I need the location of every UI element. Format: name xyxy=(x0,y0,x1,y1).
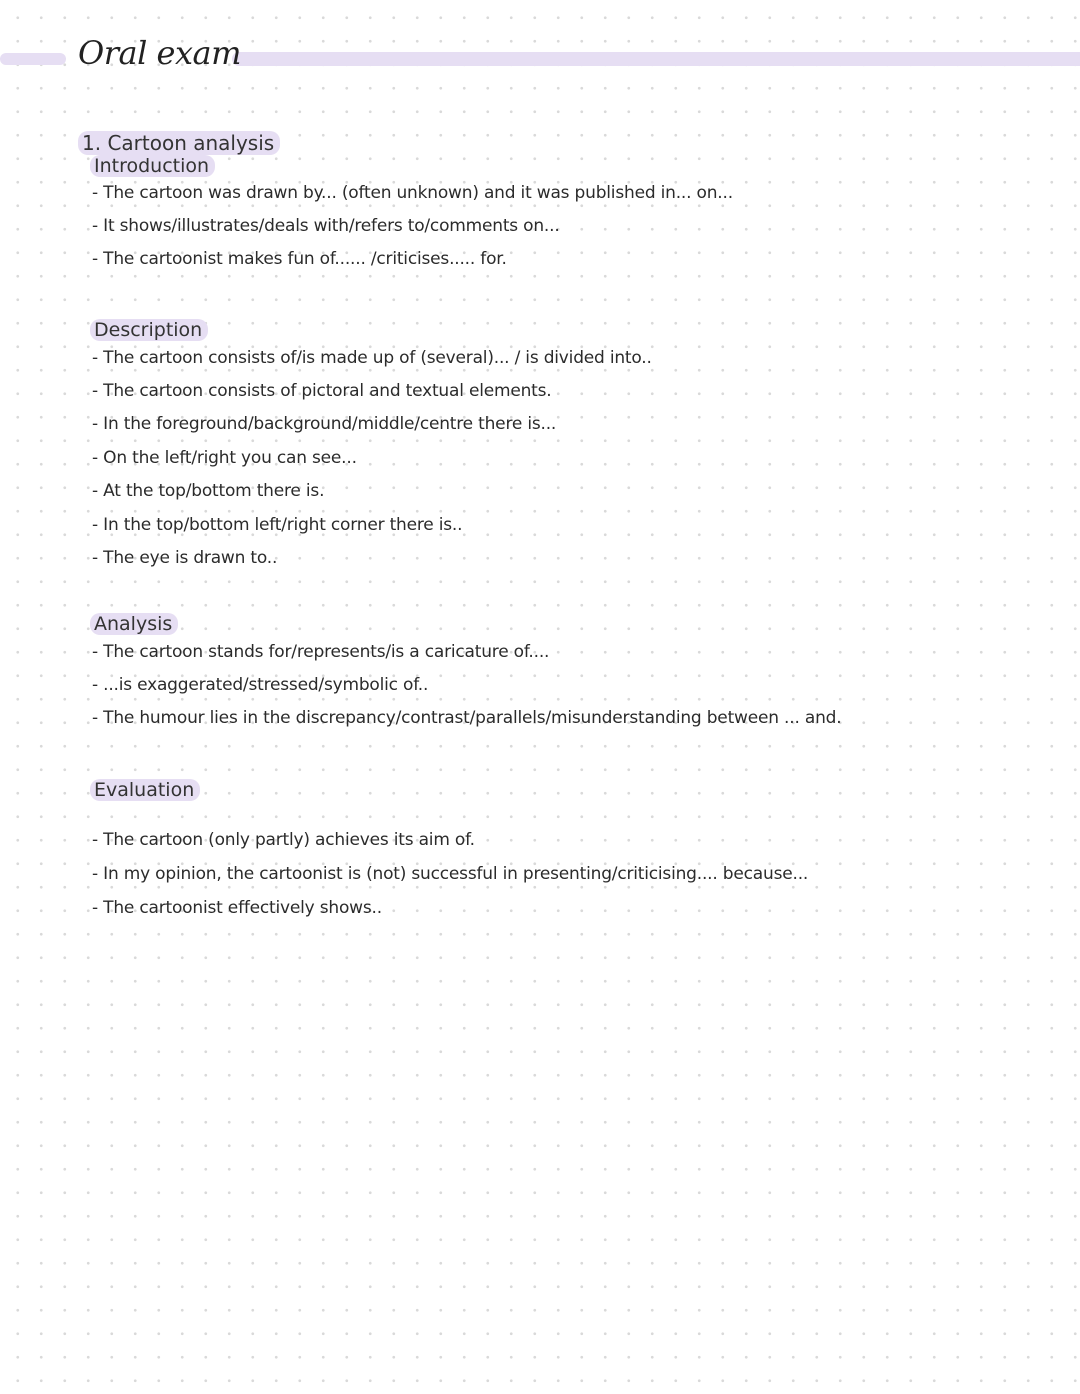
analysis-heading-text: Analysis xyxy=(90,613,178,635)
page-title: Oral exam xyxy=(78,34,241,72)
evaluation-line: - In my opinion, the cartoonist is (not) successful in presenting/criticising.... because... xyxy=(92,864,809,884)
description-line: - The eye is drawn to.. xyxy=(92,548,278,568)
introduction-line: - The cartoonist makes fun of...... /criticises..... for. xyxy=(92,249,507,269)
introduction-heading-text: Introduction xyxy=(90,155,215,177)
analysis-line: - The humour lies in the discrepancy/contrast/parallels/misunderstanding between ... and. xyxy=(92,708,842,728)
analysis-line: - The cartoon stands for/represents/is a caricature of.... xyxy=(92,642,550,662)
description-line: - On the left/right you can see... xyxy=(92,448,357,468)
description-heading xyxy=(90,319,208,341)
description-line: - The cartoon consists of/is made up of (several)... / is divided into.. xyxy=(92,348,652,368)
main-heading xyxy=(78,131,280,155)
evaluation-heading xyxy=(90,779,200,801)
evaluation-line: - The cartoon (only partly) achieves its aim of. xyxy=(92,830,475,850)
description-line: - In the foreground/background/middle/centre there is... xyxy=(92,414,557,434)
analysis-line: - ...is exaggerated/stressed/symbolic of.. xyxy=(92,675,429,695)
description-line: - In the top/bottom left/right corner there is.. xyxy=(92,515,463,535)
description-line: - At the top/bottom there is. xyxy=(92,481,325,501)
title-highlight-right xyxy=(232,52,1080,66)
introduction-line: - It shows/illustrates/deals with/refers to/comments on... xyxy=(92,216,560,236)
description-line: - The cartoon consists of pictoral and textual elements. xyxy=(92,381,552,401)
main-heading-text: 1. Cartoon analysis xyxy=(78,131,280,155)
analysis-heading xyxy=(90,613,178,635)
title-highlight-left xyxy=(0,53,66,65)
evaluation-line: - The cartoonist effectively shows.. xyxy=(92,898,382,918)
introduction-line: - The cartoon was drawn by... (often unknown) and it was published in... on... xyxy=(92,183,733,203)
description-heading-text: Description xyxy=(90,319,208,341)
introduction-heading xyxy=(90,155,215,177)
evaluation-heading-text: Evaluation xyxy=(90,779,200,801)
